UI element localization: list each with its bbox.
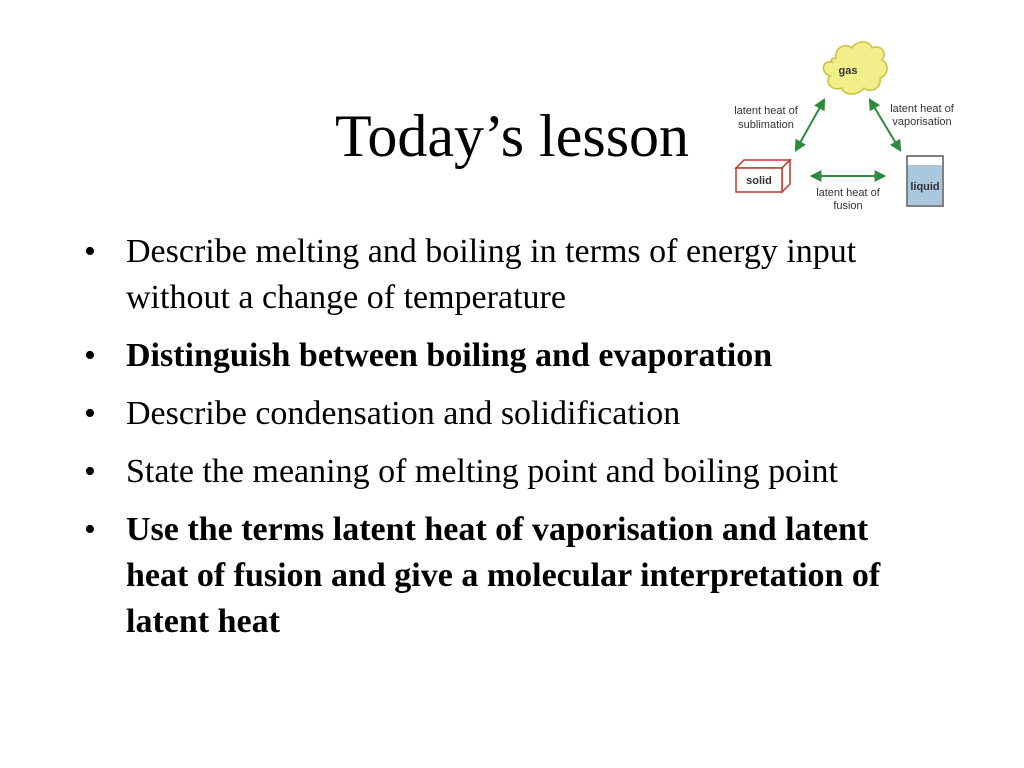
slide-title: Today’s lesson bbox=[334, 103, 690, 169]
bullet-item bbox=[84, 507, 904, 645]
bullet-item bbox=[84, 391, 904, 437]
gas-label: gas bbox=[838, 65, 858, 77]
lesson-objectives-list bbox=[84, 229, 904, 657]
sublimation-label-line1: latent heat of bbox=[734, 105, 798, 117]
bullet-text: Describe melting and boiling in terms of energy input without a change of temperature bbox=[126, 233, 857, 316]
gas-cloud-icon bbox=[823, 42, 887, 94]
bullet-dot-icon: • bbox=[84, 453, 96, 490]
bullet-text: Describe condensation and solidification bbox=[126, 395, 681, 432]
solid-label: solid bbox=[746, 175, 772, 187]
bullet-dot-icon: • bbox=[84, 233, 96, 270]
bullet-text: Use the terms latent heat of vaporisation and latent heat of fusion and give a molecular interpretation of latent heat bbox=[126, 511, 881, 640]
bullet-item bbox=[84, 449, 904, 495]
liquid-beaker-icon bbox=[907, 156, 943, 206]
states-of-matter-diagram bbox=[724, 38, 974, 218]
sublimation-label-line2: sublimation bbox=[738, 119, 794, 131]
fusion-label-line1: latent heat of bbox=[816, 187, 880, 199]
solid-block-icon bbox=[736, 160, 790, 192]
bullet-item bbox=[84, 333, 904, 379]
bullet-text: State the meaning of melting point and boiling point bbox=[126, 453, 839, 490]
fusion-label-line2: fusion bbox=[833, 200, 863, 212]
sublimation-arrow-icon bbox=[796, 100, 824, 150]
bullet-text: Distinguish between boiling and evaporation bbox=[126, 337, 773, 374]
vaporisation-label-line1: latent heat of bbox=[890, 103, 954, 115]
bullet-dot-icon: • bbox=[84, 511, 96, 548]
bullet-item bbox=[84, 229, 904, 321]
bullet-dot-icon: • bbox=[84, 395, 96, 432]
liquid-label: liquid bbox=[910, 181, 940, 193]
bullet-dot-icon: • bbox=[84, 337, 96, 374]
vaporisation-label-line2: vaporisation bbox=[892, 116, 952, 128]
